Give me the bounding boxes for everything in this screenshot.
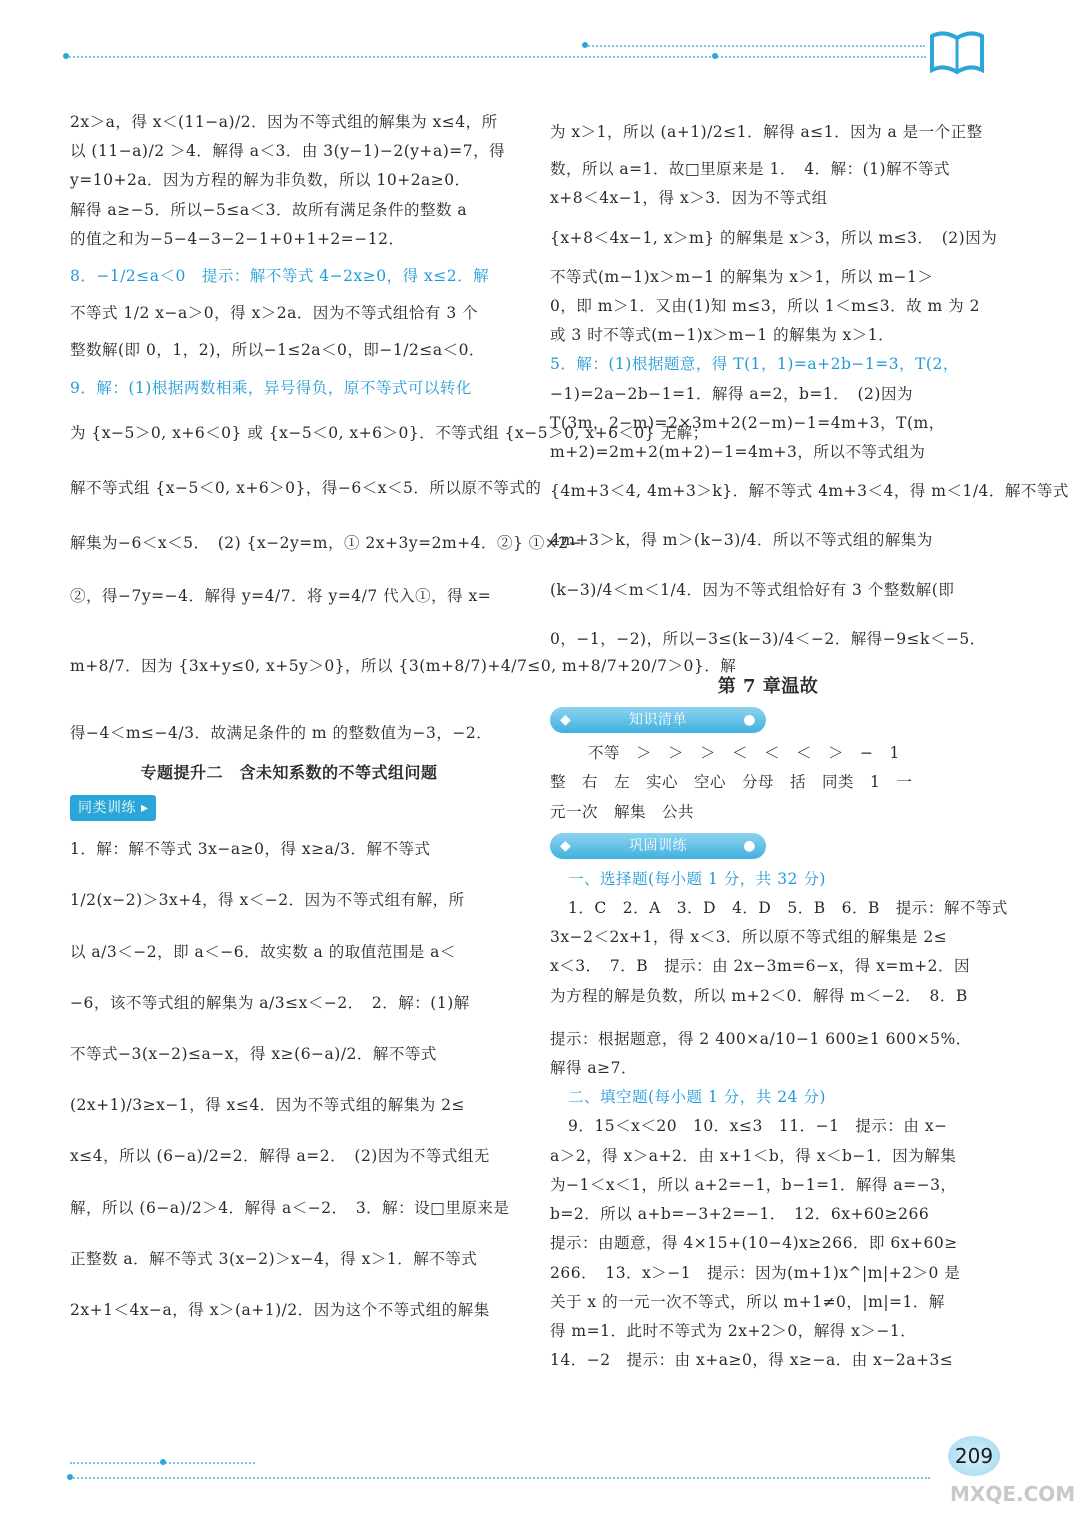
question-section-title: 二、填空题(每小题 1 分，共 24 分) xyxy=(568,1088,826,1107)
top-dotted-rule xyxy=(66,56,926,58)
text-line: 为 x＞1，所以 (a+1)/2≤1．解得 a≤1．因为 a 是一个正整 xyxy=(550,123,983,141)
text-line: 1．C 2．A 3．D 4．D 5．B 6．B 提示：解不等式 xyxy=(568,899,1008,918)
text-line: {4m+3＜4, 4m+3＞k}．解不等式 4m+3＜4，得 m＜1/4．解不等式 xyxy=(550,482,1069,501)
text-line: 正整数 a．解不等式 3(x−2)＞x−4，得 x＞1．解不等式 xyxy=(70,1249,478,1268)
text-line: 为−1＜x＜1，所以 a+2=−1，b−1=1．解得 a=−3， xyxy=(550,1175,957,1194)
rule-dot xyxy=(67,1474,73,1480)
book-icon xyxy=(928,28,986,76)
right-column xyxy=(550,108,1069,1375)
rule-dot xyxy=(63,53,69,59)
text-line: 1．解：解不等式 3x−a≥0，得 x≥a/3．解不等式 xyxy=(70,840,431,859)
text-line: 不等式−3(x−2)≤a−x，得 x≥(6−a)/2．解不等式 xyxy=(70,1045,437,1064)
text-line: 整 右 左 实心 空心 分母 括 同类 1 一 xyxy=(550,773,913,792)
text-line: 数，所以 a=1．故□里原来是 1． 4．解：(1)解不等式 xyxy=(550,160,951,179)
text-line: ②，得−7y=−4．解得 y=4/7．将 y=4/7 代入①，得 x= xyxy=(70,587,492,606)
pill-label: 巩固训练 xyxy=(629,837,687,854)
chapter-title: 第 7 章温故 xyxy=(717,676,819,698)
text-line: 8．−1/2≤a＜0 提示：解不等式 4−2x≥0，得 x≤2．解 xyxy=(70,267,490,286)
top-dotted-rule-short xyxy=(585,45,925,47)
text-line: 9．解：(1)根据两数相乘，异号得负，原不等式可以转化 xyxy=(70,378,472,397)
section-tag: 同类训练 ▸ xyxy=(70,795,156,821)
text-line: 元一次 解集 公共 xyxy=(550,802,695,821)
text-line: x＜3． 7．B 提示：由 2x−3m=6−x，得 x=m+2．因 xyxy=(550,957,970,976)
text-line: 得 m=1．此时不等式为 2x+2＞0，解得 x＞−1． xyxy=(550,1321,917,1340)
text-line: a＞2，得 x＞a+2．由 x+1＜b，得 x＜b−1．因为解集 xyxy=(550,1146,957,1165)
bottom-dotted-rule xyxy=(70,1477,930,1479)
text-line: 14．−2 提示：由 x+a≥0，得 x≥−a．由 x−2a+3≤ xyxy=(550,1351,954,1370)
text-line: x≤4，所以 (6−a)/2=2．解得 a=2． (2)因为不等式组无 xyxy=(70,1147,490,1166)
watermark: MXQE.COM xyxy=(950,1482,1075,1506)
text-line: 2x＞a，得 x＜(11−a)/2．因为不等式组的解集为 x≤4，所 xyxy=(70,113,498,131)
text-line: 解不等式组 {x−5＜0, x+6＞0}，得−6＜x＜5．所以原不等式的 xyxy=(70,479,542,498)
text-line: 为 {x−5＞0, x+6＜0} 或 {x−5＜0, x+6＞0}．不等式组 {x−5＞0, x+6＜0} 无解； xyxy=(70,423,709,442)
text-line: 或 3 时不等式(m−1)x＞m−1 的解集为 x＞1． xyxy=(550,326,895,345)
text-line: 0，即 m＞1．又由(1)知 m≤3，所以 1＜m≤3．故 m 为 2 xyxy=(550,297,980,316)
text-line: 解得 a≥7． xyxy=(550,1059,638,1078)
text-line: 2x+1＜4x−a，得 x＞(a+1)/2．因为这个不等式组的解集 xyxy=(70,1301,490,1320)
text-line: 0，−1，−2)，所以−3≤(k−3)/4＜−2．解得−9≤k＜−5． xyxy=(550,629,986,648)
text-line: T(3m，2−m)=2×3m+2(2−m)−1=4m+3，T(m， xyxy=(550,413,945,432)
rule-dot xyxy=(582,42,588,48)
text-line: 不等式 1/2 x−a＞0，得 x＞2a．因为不等式组恰有 3 个 xyxy=(70,304,479,323)
text-line: 为方程的解是负数，所以 m+2＜0．解得 m＜−2． 8．B xyxy=(550,986,968,1005)
text-line: 4m+3＞k，得 m＞(k−3)/4．所以不等式组的解集为 xyxy=(550,531,933,550)
text-line: 的值之和为−5−4−3−2−1+0+1+2=−12． xyxy=(70,229,405,248)
text-line: 以 a/3＜−2，即 a＜−6．故实数 a 的取值范围是 a＜ xyxy=(70,942,456,961)
text-line: 1/2(x−2)＞3x+4，得 x＜−2．因为不等式组有解，所 xyxy=(70,891,465,910)
text-line: (k−3)/4＜m＜1/4．因为不等式组恰好有 3 个整数解(即 xyxy=(550,580,955,599)
pill-label: 知识清单 xyxy=(629,712,687,729)
dot-icon: ● xyxy=(743,712,756,729)
text-line: 3x−2＜2x+1，得 x＜3．所以原不等式组的解集是 2≤ xyxy=(550,928,948,947)
text-line: {x+8＜4x−1, x＞m} 的解集是 x＞3，所以 m≤3． (2)因为 xyxy=(550,228,998,247)
diamond-icon: ◆ xyxy=(560,837,572,854)
text-line: m+8/7．因为 {3x+y≤0, x+5y＞0}，所以 {3(m+8/7)+4/7≤0, m+8/7+20/7＞0}．解 xyxy=(70,656,737,675)
practice-pill xyxy=(550,833,766,859)
text-line: m+2)=2m+2(m+2)−1=4m+3，所以不等式组为 xyxy=(550,443,926,462)
diamond-icon: ◆ xyxy=(560,712,572,729)
text-line: 整数解(即 0，1，2)，所以−1≤2a＜0，即−1/2≤a＜0． xyxy=(70,341,485,360)
rule-dot xyxy=(712,53,718,59)
text-line: 9．15＜x＜20 10．x≤3 11．−1 提示：由 x− xyxy=(568,1117,948,1136)
text-line: 解得 a≥−5．所以−5≤a＜3．故所有满足条件的整数 a xyxy=(70,200,468,219)
text-line: 关于 x 的一元一次不等式，所以 m+1≠0，|m|=1．解 xyxy=(550,1292,945,1311)
text-line: 提示：根据题意，得 2 400×a/10−1 600≥1 600×5%． xyxy=(550,1029,972,1048)
rule-dot xyxy=(160,1459,166,1465)
text-line: 不等式(m−1)x＞m−1 的解集为 x＞1，所以 m−1＞ xyxy=(550,267,934,286)
text-line: 解集为−6＜x＜5． (2) {x−2y=m，① 2x+3y=2m+4．②} ①×2− xyxy=(70,534,583,553)
text-line: −1)=2a−2b−1=1．解得 a=2，b=1． (2)因为 xyxy=(550,384,913,403)
text-line: 不等 ＞ ＞ ＞ ＜ ＜ ＜ ＞ − 1 xyxy=(588,744,900,763)
text-line: 得−4＜m≤−4/3．故满足条件的 m 的整数值为−3，−2． xyxy=(70,723,493,742)
text-line: b=2．所以 a+b=−3+2=−1． 12．6x+60≥266 xyxy=(550,1205,930,1224)
text-line: (2x+1)/3≥x−1，得 x≤4．因为不等式组的解集为 2≤ xyxy=(70,1096,466,1115)
question-section-title: 一、选择题(每小题 1 分，共 32 分) xyxy=(568,869,826,888)
page-number: 209 xyxy=(948,1436,1000,1476)
text-line: 5．解：(1)根据题意，得 T(1，1)=a+2b−1=3，T(2， xyxy=(550,355,959,374)
text-line: −6，该不等式组的解集为 a/3≤x＜−2． 2．解：(1)解 xyxy=(70,993,470,1012)
section-title: 专题提升二 含未知系数的不等式组问题 xyxy=(140,763,438,783)
knowledge-pill xyxy=(550,707,766,733)
dot-icon: ● xyxy=(743,837,756,854)
text-line: x+8＜4x−1，得 x＞3．因为不等式组 xyxy=(550,189,828,208)
text-line: 266． 13．x＞−1 提示：因为(m+1)x^|m|+2＞0 是 xyxy=(550,1263,961,1282)
text-line: 以 (11−a)/2 ＞4．解得 a＜3．由 3(y−1)−2(y+a)=7，得 xyxy=(70,142,506,161)
text-line: y=10+2a．因为方程的解为非负数，所以 10+2a≥0． xyxy=(70,171,471,190)
text-line: 提示：由题意，得 4×15+(10−4)x≥266．即 6x+60≥ xyxy=(550,1234,958,1253)
text-line: 解，所以 (6−a)/2＞4．解得 a＜−2． 3．解：设□里原来是 xyxy=(70,1198,510,1217)
